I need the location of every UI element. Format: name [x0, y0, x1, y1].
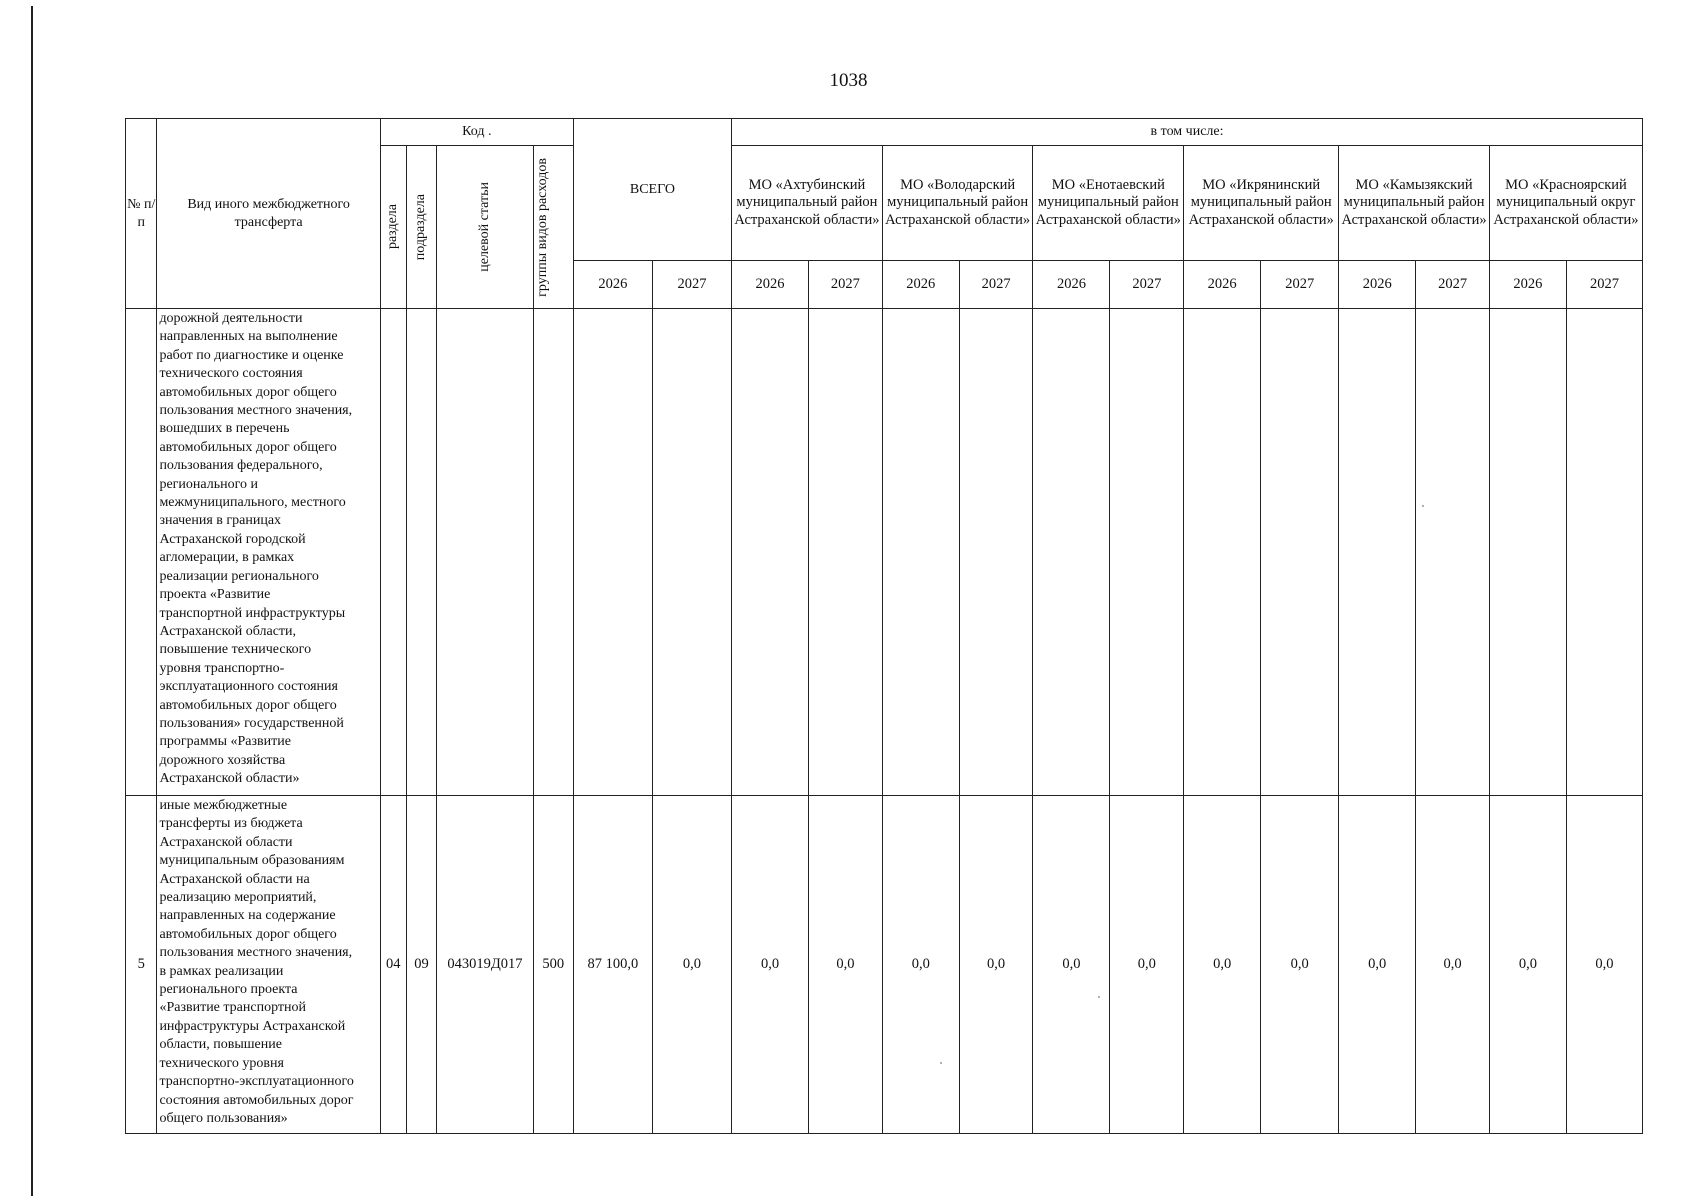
row-num [126, 309, 157, 796]
header-code-razdel [380, 146, 406, 309]
row-value: 0,0 [1566, 796, 1642, 1134]
header-type: Вид иного межбюджетного трансферта [157, 119, 380, 309]
row-value [1339, 309, 1416, 796]
row-value [1033, 309, 1110, 796]
row-podrazdel: 09 [406, 796, 436, 1134]
row-value: 0,0 [959, 796, 1033, 1134]
scan-speck [1422, 505, 1424, 507]
row-value: 0,0 [1489, 796, 1566, 1134]
row-value [882, 309, 959, 796]
row-gruppy: 500 [533, 796, 573, 1134]
row-value [1184, 309, 1261, 796]
row-value: 0,0 [652, 796, 731, 1134]
header-num: № п/п [126, 119, 157, 309]
row-razdel [380, 309, 406, 796]
header-year: 2026 [1339, 261, 1416, 309]
header-year: 2026 [1184, 261, 1261, 309]
table-row [126, 309, 1643, 796]
table-header [126, 119, 1643, 309]
header-mo-enotaevsky: МО «Енотаевский муниципальный район Астраханской области» [1033, 146, 1184, 261]
row-description: дорожной деятельности направленных на выполнение работ по диагностике и оценке технического состояния автомобильных дорог общего пользования местного значения, вошедших в перечень автомобильных дорог общего пользования федерального, регионального и межмуниципального, местного значения в границах Астраханской городской агломерации, в рамках реализации регионального проекта «Развитие транспортной инфраструктуры Астраханской области, повышение технического уровня транспортно- эксплуатационного состояния автомобильных дорог общего пользования» государственной программы «Развитие дорожного хозяйства Астраханской области» [157, 309, 380, 796]
header-year: 2026 [1489, 261, 1566, 309]
table-row [126, 796, 1643, 1134]
row-value: 0,0 [732, 796, 809, 1134]
header-code-tsel [437, 146, 534, 309]
header-year: 2027 [1261, 261, 1339, 309]
header-code-razdel-text: раздела [385, 204, 401, 250]
row-value: 0,0 [1033, 796, 1110, 1134]
header-mo-kamyzyaksky: МО «Камызякский муниципальный район Астраханской области» [1339, 146, 1490, 261]
row-value [1566, 309, 1642, 796]
header-code-gruppy [533, 146, 573, 309]
row-tsel [437, 309, 534, 796]
header-including: в том числе: [732, 119, 1643, 146]
header-code: Код . [380, 119, 573, 146]
row-value: 87 100,0 [573, 796, 652, 1134]
header-year: 2027 [1110, 261, 1184, 309]
header-year: 2026 [732, 261, 809, 309]
header-year: 2027 [1566, 261, 1642, 309]
header-mo-volodarsky: МО «Володарский муниципальный район Астраханской области» [882, 146, 1033, 261]
page-number: 1038 [829, 70, 868, 91]
row-tsel: 043019Д017 [437, 796, 534, 1134]
row-description: иные межбюджетные трансферты из бюджета Астраханской области муниципальным образованиям Астраханской области на реализацию мероприятий, направленных на содержание автомобильных дорог общего пользования местного значения, в рамках реализации регионального проекта «Развитие транспортной инфраструктуры Астраханской области, повышение технического уровня транспортно-эксплуатационного состояния автомобильных дорог общего пользования» [157, 796, 380, 1134]
header-total: ВСЕГО [573, 119, 731, 261]
header-mo-krasnoyarsky: МО «Красноярский муниципальный округ Астраханской области» [1489, 146, 1642, 261]
header-mo-ikryaninsky: МО «Икрянинский муниципальный район Астраханской области» [1184, 146, 1339, 261]
header-year: 2026 [1033, 261, 1110, 309]
scan-speck [940, 1062, 942, 1064]
row-podrazdel [406, 309, 436, 796]
row-value: 0,0 [1416, 796, 1490, 1134]
row-razdel: 04 [380, 796, 406, 1134]
table-body [126, 309, 1643, 1134]
header-code-podrazdel-text: подраздела [413, 193, 429, 261]
header-code-podrazdel [406, 146, 436, 309]
header-year: 2026 [882, 261, 959, 309]
row-value: 0,0 [1184, 796, 1261, 1134]
row-value [573, 309, 652, 796]
row-value: 0,0 [809, 796, 883, 1134]
binding-margin-line [31, 6, 33, 1196]
row-value: 0,0 [1110, 796, 1184, 1134]
row-value [1416, 309, 1490, 796]
row-value [652, 309, 731, 796]
header-year: 2026 [573, 261, 652, 309]
row-value: 0,0 [1261, 796, 1339, 1134]
row-value: 0,0 [1339, 796, 1416, 1134]
row-value [1261, 309, 1339, 796]
row-value: 0,0 [882, 796, 959, 1134]
header-year: 2027 [652, 261, 731, 309]
row-value [1489, 309, 1566, 796]
row-value [809, 309, 883, 796]
header-code-gruppy-text: группы видов расходов [535, 157, 551, 297]
scan-speck [1098, 996, 1100, 998]
row-num: 5 [126, 796, 157, 1134]
header-year: 2027 [1416, 261, 1490, 309]
header-year: 2027 [809, 261, 883, 309]
row-value [732, 309, 809, 796]
budget-transfer-table [125, 118, 1643, 1134]
row-value [1110, 309, 1184, 796]
header-year: 2027 [959, 261, 1033, 309]
row-value [959, 309, 1033, 796]
header-mo-akhtubinsky: МО «Ахтубинский муниципальный район Астраханской области» [732, 146, 883, 261]
row-gruppy [533, 309, 573, 796]
header-code-tsel-text: целевой статьи [476, 182, 492, 272]
